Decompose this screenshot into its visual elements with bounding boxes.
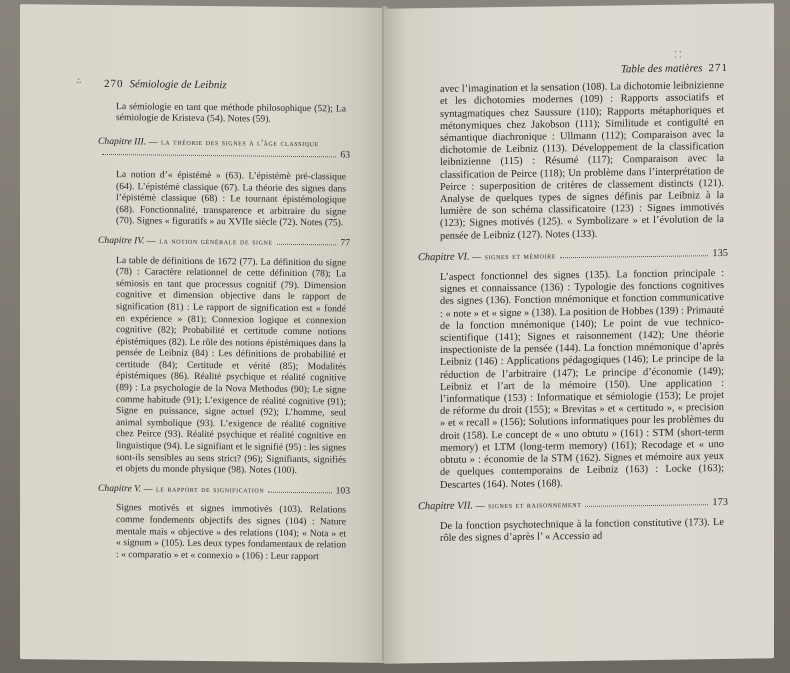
open-book [20, 6, 775, 661]
chapter-title: — signes et raisonnement [475, 498, 582, 511]
left-page-content [98, 77, 350, 571]
chapter-page: 103 [335, 485, 350, 497]
running-title: Table des matières [620, 62, 703, 76]
chapter-title: — la notion générale de signe [146, 235, 273, 247]
right-page-content [418, 61, 728, 554]
chapter-label: Chapitre VII. [418, 500, 474, 512]
chapter-heading [418, 247, 728, 265]
chapter-page: 135 [712, 247, 728, 259]
chapter-label: Chapitre III. [98, 135, 147, 148]
running-header [104, 79, 350, 93]
chapter-summary: La table de définitions de 1672 (77). La définition du signe (78) : Caractère relationnel de cette définition (78); La sémiosis en tant que processus cognitif (79). Dimension cognitive et dimension objective dans le rapport de signification (81) : Le rapport de signification est « fondé en expérience » (81); Connexion logique et connexion cognitive (82); Probabilité et certitude comme notions épistémiques (82). Le rôle des notions épistémiques dans la pensée de Leibniz (84) : Les définitions de probabilité et certitude (84); Certitude et vérité (85); Modalités épistémiques (86). Réalité psychique et réalité cognitive (89) : La psychologie de la Nova Methodus (90); Le signe comme habitude (91); L’exigence de réalité cognitive (91); Signe en puissance, signe actuel (92); L’homme, seul animal symbolique (93). L’exigence de réalité cognitive chez Peirce (93). Réalité psychique et réalité cognitive en linguistique (94). Le signifiant et le signifié (95) : les signes sont-ils sensibles au sens strict? (96); Signifiants, signifiés et objets du monde physique (98). Notes (100). [116, 254, 346, 477]
chapter-title: — la théorie des signes à l'âge classique [148, 136, 319, 148]
chapter-heading [418, 496, 728, 514]
right-page [384, 3, 774, 663]
chapter-summary: La notion d’« épistémè » (63). L’épistémè pré-classique (64). L’épistémè classique (67). La théorie des signes dans l’épistémè classique (68) : Le tournant épistémologique (68). Fonctionnalité, transparence et arbitraire du signe (70). Signes « figuratifs » au XVIIe siècle (72). Notes (75). [116, 169, 346, 229]
chapter-heading [98, 235, 350, 249]
chapter-page: 63 [340, 149, 350, 161]
chapter-heading [98, 136, 350, 162]
chapter-summary: L’aspect fonctionnel des signes (135). La fonction principale : signes et connaissance (136) : Typologie des fonctions cognitives des signes (136). Fonction mnémonique et fonction communicative : « note » et « signe » (138). La position de Hobbes (139) : Primauté de la fonction mnémonique (140); Le point de vue technico-scientifique (141); Signes et raisonnement (142); Une théorie inspectioniste de la pensée (144). La fonction mnémonique d’après Leibniz (146) : Applications pédagogiques (146); Le principe de la réduction de l’arbitraire (147); Le principe d’économie (149); Leibniz et l’art de la mémoire (150). Une application : l’informatique (153) : Informatique et sémiologie (153); Le projet de réforme du droit (155); « Brevitas » et « certitudo », « precision » et « recall » (156); Solutions informatiques pour les problèmes du droit (158). Le concept de « uno obtutu » (161) : STM (short-term memory) et LTM (long-term memory) (161); Recodage et « uno obtutu » : économie de la STM (162). Signes et mémoire aux yeux de quelques contemporains de Leibniz (163) : Locke (163); Descartes (164). Notes (168). [440, 268, 724, 491]
chapter-summary: De la fonction psychotechnique à la fonction constitutive (173). Le rôle des signes d’après l’ « Accessio ad [440, 516, 724, 545]
chapter-page: 173 [712, 496, 728, 508]
chapter-title: — signes et mémoire [472, 250, 556, 262]
chapter-label: Chapitre IV. [98, 234, 145, 247]
page-number: 270 [104, 77, 124, 91]
chapter-title: — le rapport de signification [143, 483, 265, 495]
page-number: 271 [708, 61, 728, 75]
left-page [20, 4, 388, 663]
chapter-label: Chapitre V. [98, 482, 142, 495]
pencil-mark: ⁚⁚ [674, 50, 684, 61]
chapter-heading [98, 483, 350, 497]
pencil-mark: ∴ [76, 76, 84, 87]
intro-lines: La sémiologie en tant que méthode philosophique (52); La sémiologie de Kristeva (54). Notes (59). [116, 100, 346, 125]
running-title: Sémiologie de Leibniz [129, 78, 227, 92]
chapter-label: Chapitre VI. [418, 251, 470, 264]
running-header [428, 62, 728, 78]
chapter-summary: Signes motivés et signes immotivés (103). Relations comme fondements objectifs des signes (104) : Nature mentale mais « objective » des relations (104); « Nota » et « signum » (105). Les deux types fondamentaux de relation : « comparatio » et « connexio » (106) : Leur rapport [116, 502, 346, 562]
chapter-page: 77 [340, 237, 350, 249]
continuation-text: avec l’imagination et la sensation (108). La dichotomie leibnizienne et les dichotomies modernes (109) : Rapports associatifs et syntagmatiques chez Saussure (110); Rapports métaphoriques et métonymiques chez Jakobson (111); Similitude et contiguïté en sémantique diachronique : Ullmann (112); Comparaison avec la dichotomie de Leibniz (113). Développement de la classification leibnizienne (115) : Résumé (117); Comparaison avec la classification de Peirce (118); Un problème dans l’interprétation de Peirce : superposition de critères de classement distincts (121). Analyse de quelques types de signes définis par Leibniz à la lumière de son schéma classificatoire (123) : Signes immotivés (123); Signes motivés (125). « Symbolizare » et l’évolution de la pensée de Leibniz (127). Notes (133). [440, 80, 724, 242]
